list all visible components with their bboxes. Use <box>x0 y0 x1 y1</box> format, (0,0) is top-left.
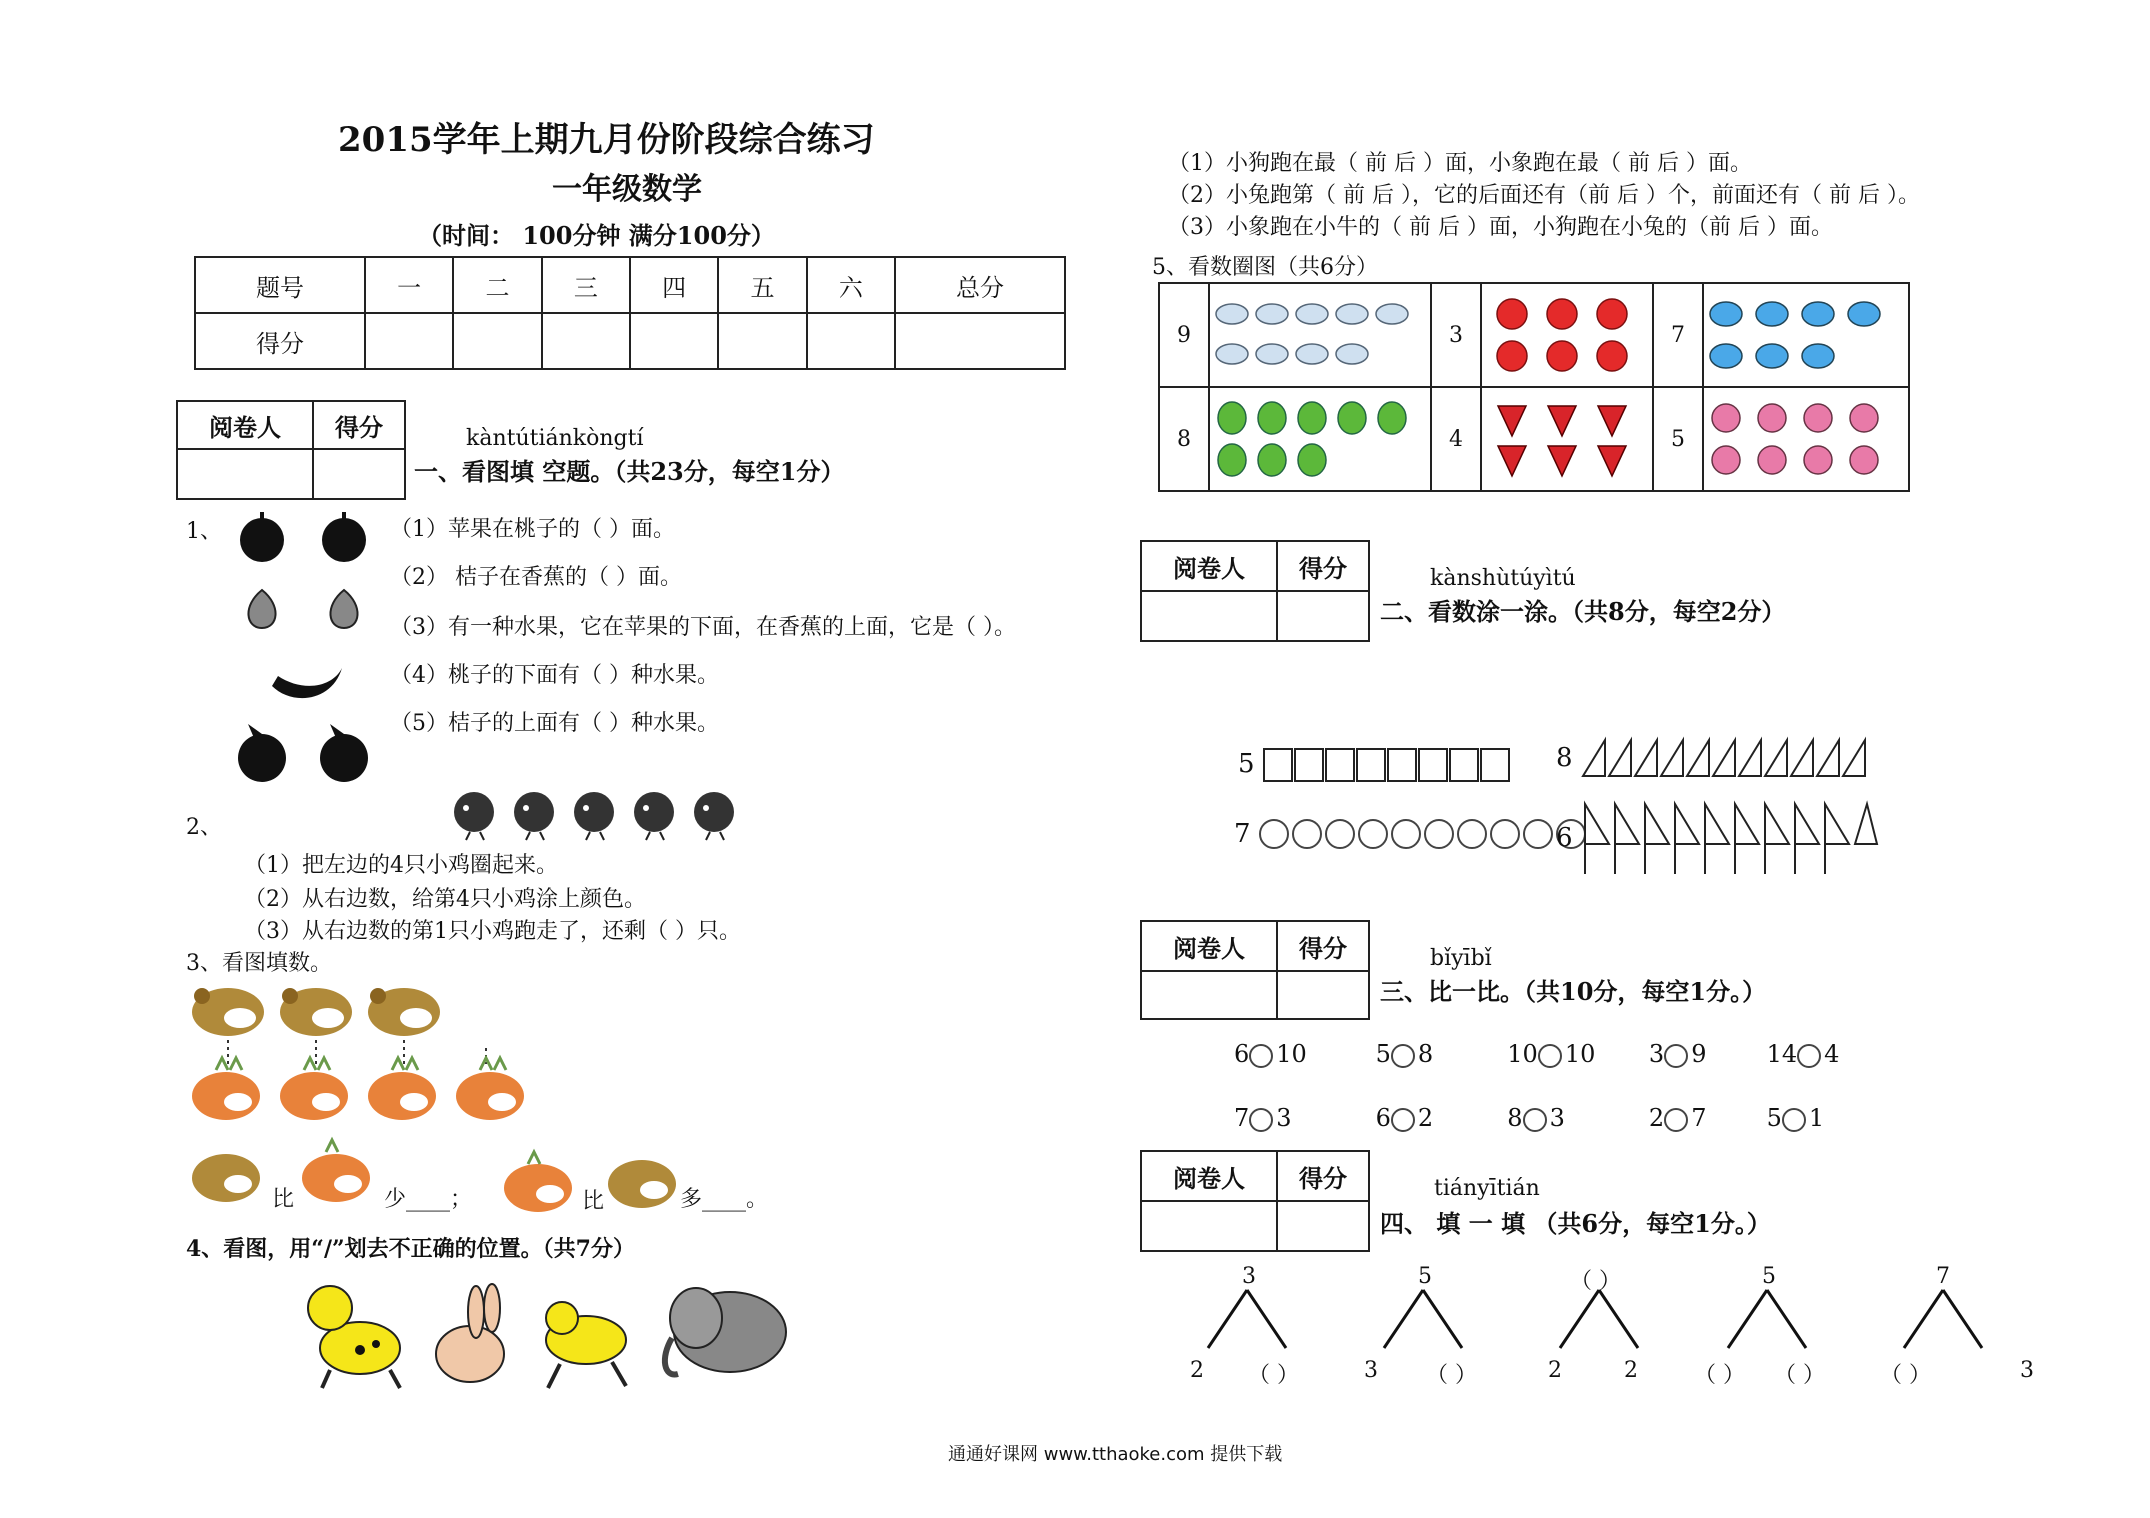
flags-count-label: 6 <box>1556 823 1573 853</box>
circle-shape[interactable] <box>1490 819 1520 849</box>
compare-left: 5 <box>1766 1104 1782 1132</box>
apple-icon <box>322 512 366 562</box>
q3-title: 3、看图填数。 <box>186 951 332 976</box>
grader-score-label: 得分 <box>313 401 405 449</box>
ducks-cell[interactable] <box>1209 283 1431 387</box>
grader-score-label: 得分 <box>1277 1151 1369 1201</box>
deer-icon <box>456 1058 524 1120</box>
circle-shape[interactable] <box>1325 819 1355 849</box>
grader-label: 阅卷人 <box>1141 921 1277 971</box>
score-cell[interactable] <box>365 313 453 369</box>
score-table <box>194 256 1066 370</box>
grader-cell[interactable] <box>1277 971 1369 1019</box>
section2-pinyin: kànshùtúyìtú <box>1430 566 1576 591</box>
time-info: （时间： 100分钟 满分100分） <box>418 221 775 250</box>
pink-birds-image <box>1704 394 1894 484</box>
compare-right: 9 <box>1691 1040 1707 1068</box>
count-number: 7 <box>1653 283 1703 387</box>
tree-top: 7 <box>1936 1264 1950 1289</box>
green-parrots-image <box>1210 394 1420 484</box>
circles-count-label: 7 <box>1234 819 1251 849</box>
race-question-line: （1）小狗跑在最（ 前 后 ）面，小象跑在最（ 前 后 ）面。 <box>1168 151 1752 176</box>
fruit-stack-image <box>232 506 382 786</box>
tree-right: 2 <box>1624 1358 1638 1383</box>
compare-item <box>1507 1104 1641 1132</box>
tree-branches <box>1202 1286 1292 1352</box>
circle-shape[interactable] <box>1457 819 1487 849</box>
grader-cell[interactable] <box>1277 591 1369 641</box>
tree-branches <box>1898 1286 1988 1352</box>
birds-pink-cell[interactable] <box>1703 387 1909 491</box>
grader-box <box>1140 1150 1370 1252</box>
bear-icon <box>368 988 440 1036</box>
color-flags-row <box>1556 800 1881 876</box>
grader-cell[interactable] <box>313 449 405 499</box>
count-number: 5 <box>1653 387 1703 491</box>
number-tree <box>1188 1264 1308 1388</box>
score-header-cell: 总分 <box>895 257 1065 313</box>
compare-item <box>1234 1104 1368 1132</box>
tree-right: （ ） <box>1426 1363 1477 1388</box>
grader-box <box>176 400 406 500</box>
score-header-cell: 二 <box>453 257 541 313</box>
grader-label: 阅卷人 <box>177 401 313 449</box>
compare-left: 8 <box>1507 1104 1523 1132</box>
score-header-cell: 三 <box>542 257 630 313</box>
count-number: 8 <box>1159 387 1209 491</box>
compare-left: 6 <box>1234 1040 1250 1068</box>
square-shape[interactable] <box>1449 748 1479 782</box>
compare-row <box>1234 1040 1839 1068</box>
section3-pinyin: bǐyībǐ <box>1430 946 1492 971</box>
compare-left: 14 <box>1766 1040 1798 1068</box>
circle-shape[interactable] <box>1259 819 1289 849</box>
cow-icon <box>546 1302 626 1388</box>
race-question-line: （3）小象跑在小牛的（ 前 后 ）面，小狗跑在小兔的（前 后 ）面。 <box>1168 215 1833 240</box>
circle-shape[interactable] <box>1523 819 1553 849</box>
color-circles-row <box>1234 818 1589 849</box>
score-header-cell: 五 <box>718 257 806 313</box>
circle-shape[interactable] <box>1358 819 1388 849</box>
square-shape[interactable] <box>1263 748 1293 782</box>
compare-left: 5 <box>1375 1040 1391 1068</box>
score-cell[interactable] <box>542 313 630 369</box>
compare-item <box>1767 1040 1840 1068</box>
elephant-icon <box>665 1288 786 1375</box>
grader-cell[interactable] <box>1277 1201 1369 1251</box>
compare-right: 10 <box>1276 1040 1307 1068</box>
color-squares-row <box>1238 748 1511 782</box>
rabbit-icon <box>436 1284 504 1382</box>
q1-line: （1）苹果在桃子的（ ）面。 <box>390 517 675 542</box>
deer-icon <box>280 1058 348 1120</box>
ducks-image <box>1210 290 1420 380</box>
count-number: 9 <box>1159 283 1209 387</box>
peach-icon <box>330 590 357 628</box>
squares-count-label: 5 <box>1238 749 1255 779</box>
compare-circle[interactable] <box>1797 1044 1821 1068</box>
section4-pinyin: tiányītián <box>1434 1176 1540 1201</box>
bear-icon <box>280 988 352 1036</box>
tree-right: 3 <box>2020 1358 2034 1383</box>
score-row-label: 得分 <box>195 313 365 369</box>
triangles-shapes[interactable] <box>1581 736 1881 780</box>
square-shape[interactable] <box>1356 748 1386 782</box>
tree-branches <box>1378 1286 1468 1352</box>
circle-shape[interactable] <box>1292 819 1322 849</box>
compare-item <box>1376 1040 1500 1068</box>
tree-top: 5 <box>1418 1264 1432 1289</box>
q2-line: （2）从右边数，给第4只小鸡涂上颜色。 <box>244 887 646 912</box>
compare-item <box>1767 1104 1825 1132</box>
tree-branches <box>1554 1286 1644 1352</box>
section1-title: 一、看图填 空题。（共23分，每空1分） <box>414 457 845 486</box>
compare-circle[interactable] <box>1538 1044 1562 1068</box>
birds-blue-cell[interactable] <box>1703 283 1909 387</box>
tree-branches <box>1722 1286 1812 1352</box>
score-cell[interactable] <box>895 313 1065 369</box>
tree-top: 3 <box>1242 1264 1256 1289</box>
race-question-line: （2）小兔跑第（ 前 后 ），它的后面还有（前 后 ）个，前面还有（ 前 后 ）。 <box>1168 183 1920 208</box>
apples-image <box>1482 290 1642 380</box>
score-header-cell: 四 <box>630 257 718 313</box>
deer-icon <box>302 1140 370 1202</box>
tree-left: （ ） <box>1694 1363 1745 1388</box>
grader-label: 阅卷人 <box>1141 541 1277 591</box>
compare-right: 10 <box>1564 1040 1596 1068</box>
q4-title: 4、看图，用“/”划去不正确的位置。（共7分） <box>186 1236 635 1262</box>
score-header-cell: 一 <box>365 257 453 313</box>
q1-number: 1、 <box>186 519 222 544</box>
square-shape[interactable] <box>1294 748 1324 782</box>
tree-left: （ ） <box>1880 1363 1931 1388</box>
square-shape[interactable] <box>1325 748 1355 782</box>
compare-right: 3 <box>1276 1104 1292 1132</box>
compare-left: 10 <box>1507 1040 1538 1068</box>
q2-line: （3）从右边数的第1只小鸡跑走了，还剩（ ）只。 <box>244 919 741 944</box>
compare-circle[interactable] <box>1391 1108 1415 1132</box>
section2-title: 二、看数涂一涂。（共8分，每空2分） <box>1380 597 1786 626</box>
q1-line: （4）桃子的下面有（ ）种水果。 <box>390 663 719 688</box>
grader-box <box>1140 540 1370 642</box>
count-number: 3 <box>1431 283 1481 387</box>
deer-icon <box>192 1058 260 1120</box>
score-header-cell: 六 <box>807 257 895 313</box>
compare-item <box>1649 1040 1759 1068</box>
parrots-cell[interactable] <box>1209 387 1431 491</box>
number-tree <box>1540 1264 1660 1388</box>
orange-icon <box>238 724 286 782</box>
compare-right: 1 <box>1808 1104 1825 1132</box>
compare-right: 8 <box>1417 1040 1434 1068</box>
score-cell[interactable] <box>453 313 541 369</box>
q3-blank-fewer: 少____； <box>384 1187 473 1212</box>
color-triangles-row <box>1556 736 1881 780</box>
tree-top: （ ） <box>1570 1269 1621 1294</box>
bear-icon <box>608 1160 676 1208</box>
tree-top: 5 <box>1762 1264 1776 1289</box>
compare-item <box>1376 1104 1500 1132</box>
banana-icon <box>272 668 342 698</box>
count-number: 4 <box>1431 387 1481 491</box>
grader-score-label: 得分 <box>1277 921 1369 971</box>
compare-left: 3 <box>1648 1040 1665 1068</box>
dog-icon <box>308 1286 400 1388</box>
compare-right: 3 <box>1549 1104 1565 1132</box>
deer-icon <box>368 1058 436 1120</box>
grader-box <box>1140 920 1370 1020</box>
circle-shape[interactable] <box>1424 819 1454 849</box>
number-tree <box>1364 1264 1484 1388</box>
tree-right: （ ） <box>1248 1363 1299 1388</box>
page-footer: 通通好课网 www.tthaoke.com 提供下载 <box>948 1444 1283 1465</box>
compare-right: 4 <box>1824 1040 1840 1068</box>
number-tree <box>1880 1264 2040 1388</box>
compare-right: 2 <box>1417 1104 1434 1132</box>
grader-cell[interactable] <box>1141 971 1277 1019</box>
tree-right: （ ） <box>1774 1363 1825 1388</box>
strawberries-cell[interactable] <box>1481 387 1653 491</box>
circle-shape[interactable] <box>1391 819 1421 849</box>
compare-circle[interactable] <box>1664 1108 1688 1132</box>
blue-birds-image <box>1704 290 1894 380</box>
square-shape[interactable] <box>1418 748 1448 782</box>
strawberries-image <box>1482 394 1642 484</box>
score-header-cell: 题号 <box>195 257 365 313</box>
q1-line: （3）有一种水果，它在苹果的下面，在香蕉的上面，它是（ ）。 <box>390 615 1016 640</box>
score-cell[interactable] <box>630 313 718 369</box>
compare-circle[interactable] <box>1664 1044 1688 1068</box>
compare-row <box>1234 1104 1824 1132</box>
compare-circle[interactable] <box>1391 1044 1415 1068</box>
orange-icon <box>320 724 368 782</box>
triangles-count-label: 8 <box>1556 743 1573 773</box>
tree-left: 2 <box>1190 1358 1204 1383</box>
page-title: 2015学年上期九月份阶段综合练习 <box>338 120 875 160</box>
compare-circle[interactable] <box>1249 1108 1273 1132</box>
apple-icon <box>240 512 284 562</box>
compare-left: 7 <box>1234 1104 1250 1132</box>
bear-icon <box>192 988 264 1036</box>
score-cell[interactable] <box>807 313 895 369</box>
q3-compare-word: 比 <box>582 1189 605 1214</box>
square-shape[interactable] <box>1387 748 1417 782</box>
section1-pinyin: kàntútiánkòngtí <box>466 426 644 451</box>
race-animals-image <box>300 1278 800 1396</box>
square-shape[interactable] <box>1480 748 1510 782</box>
compare-item <box>1649 1104 1759 1132</box>
tree-left: 3 <box>1364 1358 1378 1383</box>
compare-left: 2 <box>1648 1104 1665 1132</box>
compare-item <box>1234 1040 1368 1068</box>
grader-cell[interactable] <box>1141 1201 1277 1251</box>
count-circle-table <box>1158 282 1910 492</box>
apples-cell[interactable] <box>1481 283 1653 387</box>
section3-title: 三、比一比。（共10分，每空1分。） <box>1380 977 1767 1006</box>
grader-score-label: 得分 <box>1277 541 1369 591</box>
compare-item <box>1507 1040 1641 1068</box>
peach-icon <box>248 590 275 628</box>
grader-cell[interactable] <box>177 449 313 499</box>
bear-icon <box>192 1154 260 1202</box>
q5-title: 5、看数圈图（共6分） <box>1152 255 1378 280</box>
page-subtitle: 一年级数学 <box>552 172 702 207</box>
q1-line: （2） 桔子在香蕉的（ ）面。 <box>390 565 682 590</box>
score-cell[interactable] <box>718 313 806 369</box>
q3-compare-word: 比 <box>272 1187 295 1212</box>
number-tree <box>1694 1264 1854 1388</box>
grader-cell[interactable] <box>1141 591 1277 641</box>
section4-title: 四、 填 一 填 （共6分，每空1分。） <box>1380 1209 1771 1238</box>
q2-number: 2、 <box>186 815 222 840</box>
compare-circle[interactable] <box>1782 1108 1806 1132</box>
chicks-image <box>450 786 750 842</box>
q2-line: （1）把左边的4只小鸡圈起来。 <box>244 853 558 878</box>
tree-left: 2 <box>1548 1358 1562 1383</box>
deer-icon <box>504 1152 572 1212</box>
compare-left: 6 <box>1375 1104 1391 1132</box>
q3-blank-more: 多____。 <box>680 1187 769 1212</box>
compare-right: 7 <box>1691 1104 1707 1132</box>
compare-circle[interactable] <box>1249 1044 1273 1068</box>
compare-circle[interactable] <box>1523 1108 1547 1132</box>
flag-triangles-shapes[interactable] <box>1581 800 1881 876</box>
grader-label: 阅卷人 <box>1141 1151 1277 1201</box>
q1-line: （5）桔子的上面有（ ）种水果。 <box>390 711 719 736</box>
